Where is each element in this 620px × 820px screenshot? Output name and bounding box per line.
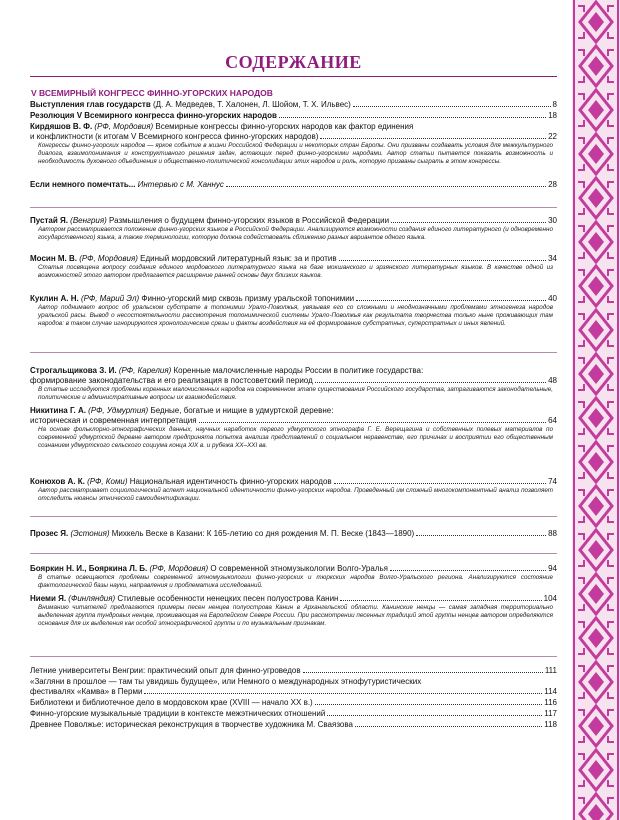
page-number: 8 xyxy=(552,100,557,109)
toc-entry[interactable] xyxy=(30,720,557,730)
entry-detail: Интервью с М. Ханнус xyxy=(135,180,224,189)
entry-title: Финно-угорский мир сквозь призму уральской топонимии xyxy=(139,294,355,303)
page-number: 104 xyxy=(543,594,557,603)
entry-author: Прозес Я. xyxy=(30,529,69,538)
entry-title: Всемирные конгрессы финно-угорских народов как фактор единения xyxy=(153,122,414,131)
entry-title: Национальная идентичность финно-угорских народов xyxy=(127,477,332,486)
toc-entry[interactable] xyxy=(30,677,557,697)
page-number: 22 xyxy=(548,132,557,141)
toc-entry[interactable] xyxy=(30,100,557,110)
entry-author: Мосин М. В. xyxy=(30,254,77,263)
entry-author: Бояркин Н. И., Бояркина Л. Б. xyxy=(30,564,148,573)
entry-title: Финно-угорские музыкальные традиции в контексте межэтнических отношений xyxy=(30,709,326,718)
title-divider xyxy=(30,76,557,77)
entry-affiliation: (РФ, Мордовия) xyxy=(76,254,138,263)
entry-affiliation: (Финляндия) xyxy=(66,594,116,603)
toc-entry[interactable] xyxy=(30,216,557,242)
page-number: 28 xyxy=(548,180,557,189)
entry-title-cont: формирование законодательства и его реализация в постсоветский период xyxy=(30,376,313,385)
entry-author: Куклин А. Н. xyxy=(30,294,79,303)
entry-title: Летние университеты Венгрии: практический опыт для финно-угроведов xyxy=(30,666,301,675)
entry-author: Пустай Я. xyxy=(30,216,68,225)
toc-entry[interactable] xyxy=(30,111,557,121)
page-title: СОДЕРЖАНИЕ xyxy=(225,52,362,72)
page-number: 114 xyxy=(544,687,557,696)
entry-abstract: Автором рассматривается положение финно-угорских языков в Российской Федерации. Анализируются возможности создания единого литературного (и одновременно государственного) языка, а также терминологии, которую должна содействовать сближению разных вариантов одного языка. xyxy=(38,226,553,241)
divider xyxy=(30,553,557,554)
entry-author: Строгальщикова З. И. xyxy=(30,366,117,375)
entry-affiliation: (РФ, Мордовия) xyxy=(147,564,209,573)
entry-title: Резолюция V Всемирного конгресса финно-угорских народов xyxy=(30,111,277,120)
toc-entry[interactable] xyxy=(30,709,557,719)
toc-entry[interactable] xyxy=(30,529,557,539)
entry-title: Выступления глав государств xyxy=(30,100,151,109)
toc-entry[interactable] xyxy=(30,564,557,590)
entry-title: О современной этномузыкологии Волго-Уралья xyxy=(208,564,388,573)
entry-title: Если немного помечтать... xyxy=(30,180,136,189)
entry-author: Никитина Г. А. xyxy=(30,406,86,415)
decorative-ornament-border xyxy=(572,0,620,820)
entry-affiliation: (РФ, Карелия) xyxy=(116,366,172,375)
entry-affiliation: (РФ, Марий Эл) xyxy=(78,294,140,303)
page-number: 40 xyxy=(548,294,557,303)
page-number: 64 xyxy=(548,416,557,425)
entry-author: Конюхов А. К. xyxy=(30,477,85,486)
page-number: 48 xyxy=(548,376,557,385)
toc-entry[interactable] xyxy=(30,594,557,628)
entry-title-cont: историческая и современная интерпретация xyxy=(30,416,197,425)
entry-affiliation: (РФ, Коми) xyxy=(84,477,128,486)
toc-entry[interactable] xyxy=(30,698,557,708)
divider xyxy=(30,352,557,353)
entry-detail: (Д. А. Медведев, Т. Халонен, Л. Шойом, Т. Х. Ильвес) xyxy=(150,100,351,109)
entry-affiliation: (РФ, Мордовия) xyxy=(92,122,154,131)
entry-abstract: Автор рассматривает социологический аспект национальной идентичности финно-угорских народов. Проведенный им сложный многокомпонентный анализ позволяет отследить нюансы этнической самоидентификации. xyxy=(38,487,553,502)
entry-abstract: В статье освещаются проблемы современной этномузыкологии финно-угорских и тюркских народов Волго-Уральского региона. Анализируются состояние фактологической базы науки, направления и проблематика исследований. xyxy=(38,574,553,589)
entry-title: Коренные малочисленные народы России в политике государства: xyxy=(171,366,424,375)
entry-author: Ниеми Я. xyxy=(30,594,67,603)
entry-affiliation: (Эстония) xyxy=(68,529,110,538)
toc-entry[interactable] xyxy=(30,254,557,280)
entry-abstract: В статье исследуются проблемы коренных малочисленных народов на современном этапе существования Российского государства, затрагиваются законодательные, политические и административные вопросы их взаимодействия. xyxy=(38,386,553,401)
page-number: 116 xyxy=(544,698,557,707)
toc-entry[interactable] xyxy=(30,406,557,450)
entry-title: Библиотеки и библиотечное дело в мордовском крае (XVIII — начало XX в.) xyxy=(30,698,313,707)
entry-title: «Загляни в прошлое — там ты увидишь будущее», или Немного о международных этнофутуристических xyxy=(30,677,422,686)
divider xyxy=(30,516,557,517)
entry-abstract: Автор поднимает вопрос об уральском субстрате в топонимии Урало-Поволжья, увязывая его со сложными и неоднозначными проблемами этногенеза народов уральской расы. Вывод о несостоятельности рассмотрения топонимической системы Урало-Поволжья как результата творчества только ныне проживающих там народов: в таком случае игнорируются хронологические срезы и факты воздействия на её формирование субстратных, суперстратных и иных явлений. xyxy=(38,304,553,327)
toc-entry[interactable] xyxy=(30,477,557,503)
entry-abstract: Статья посвящена вопросу создания единого мордовского литературного языка на базе мокшанского и эрзянского литературных языков. В качестве одной из возможностей этого автором предлагается расширение ранней основы двух близких языков. xyxy=(38,264,553,279)
toc-entry[interactable] xyxy=(30,180,557,190)
page-number: 88 xyxy=(548,529,557,538)
toc-entry[interactable] xyxy=(30,294,557,328)
entry-title: Бедные, богатые и нищие в удмуртской деревне: xyxy=(148,406,334,415)
page-number: 30 xyxy=(548,216,557,225)
entry-title: Стилевые особенности ненецких песен полуострова Канин xyxy=(115,594,339,603)
entry-title-cont: и конфликтности (к итогам V Всемирного конгресса финно-угорских народов) xyxy=(30,132,319,141)
entry-affiliation: (РФ, Удмуртия) xyxy=(85,406,149,415)
page-number: 117 xyxy=(544,709,557,718)
divider xyxy=(30,656,557,657)
toc-entry[interactable] xyxy=(30,666,557,676)
divider xyxy=(30,207,557,208)
page-number: 111 xyxy=(544,666,557,675)
entry-title: Древнее Поволжье: историческая реконструкция в творчестве художника М. Сваязова xyxy=(30,720,353,729)
page-number: 18 xyxy=(548,111,557,120)
entry-affiliation: (Венгрия) xyxy=(67,216,107,225)
page-number: 118 xyxy=(544,720,557,729)
entry-title: Размышления о будущем финно-угорских языков в Российской Федерации xyxy=(106,216,390,225)
entry-title: Единый мордовский литературный язык: за и против xyxy=(137,254,337,263)
page-number: 74 xyxy=(548,477,557,486)
entry-abstract: На основе фольклорно-этнографических данных, научных наработок первого удмуртского этнографа Г. Е. Верещагина и собственных полевых материалов по современной удмуртской деревне автором предпринята попытка анализа представлений о социальном неравенстве, его причинах и восприятии его общественным сознанием удмуртского сельского социума конца XIX в. и рубежа XX–XXI вв. xyxy=(38,426,553,449)
entry-abstract: Конгрессы финно-угорских народов — яркое событие в жизни Российской Федерации и некоторых стран Европы. Они призваны создавать условия для межкультурного диалога, взаимопонимания и конструктивного решения задач, встающих перед финно-угорскими народами. Автор статьи пытается показать возможность и необходимость духовного объединения и общественно-политической консолидации этих народов и роль, которую призваны сыграть в этом конгрессы. xyxy=(38,142,553,165)
page-number: 94 xyxy=(548,564,557,573)
entry-abstract: Вниманию читателей предлагаются примеры песен ненцев полуострова Канин в Архангельской области. Канинские ненцы — самая западная территориально выделенная группа тундровых ненцев, проживающая на Европейском Севере России. При рассмотрении песенных традиций этой группы ненцев автором определяются основания для их выделения как особой этнографической группы и по музыкальным признакам. xyxy=(38,604,553,627)
entry-author: Кирдяшов В. Ф. xyxy=(30,122,93,131)
entry-title: Михкель Веске в Казани: К 165-летию со дня рождения М. П. Веске (1843—1890) xyxy=(109,529,415,538)
section-header: V ВСЕМИРНЫЙ КОНГРЕСС ФИННО-УГОРСКИХ НАРОДОВ xyxy=(31,88,273,98)
page-number: 34 xyxy=(548,254,557,263)
toc-entry[interactable] xyxy=(30,366,557,402)
entry-title-cont: фестивалях «Камва» в Перми xyxy=(30,687,143,696)
toc-entry[interactable] xyxy=(30,122,557,166)
